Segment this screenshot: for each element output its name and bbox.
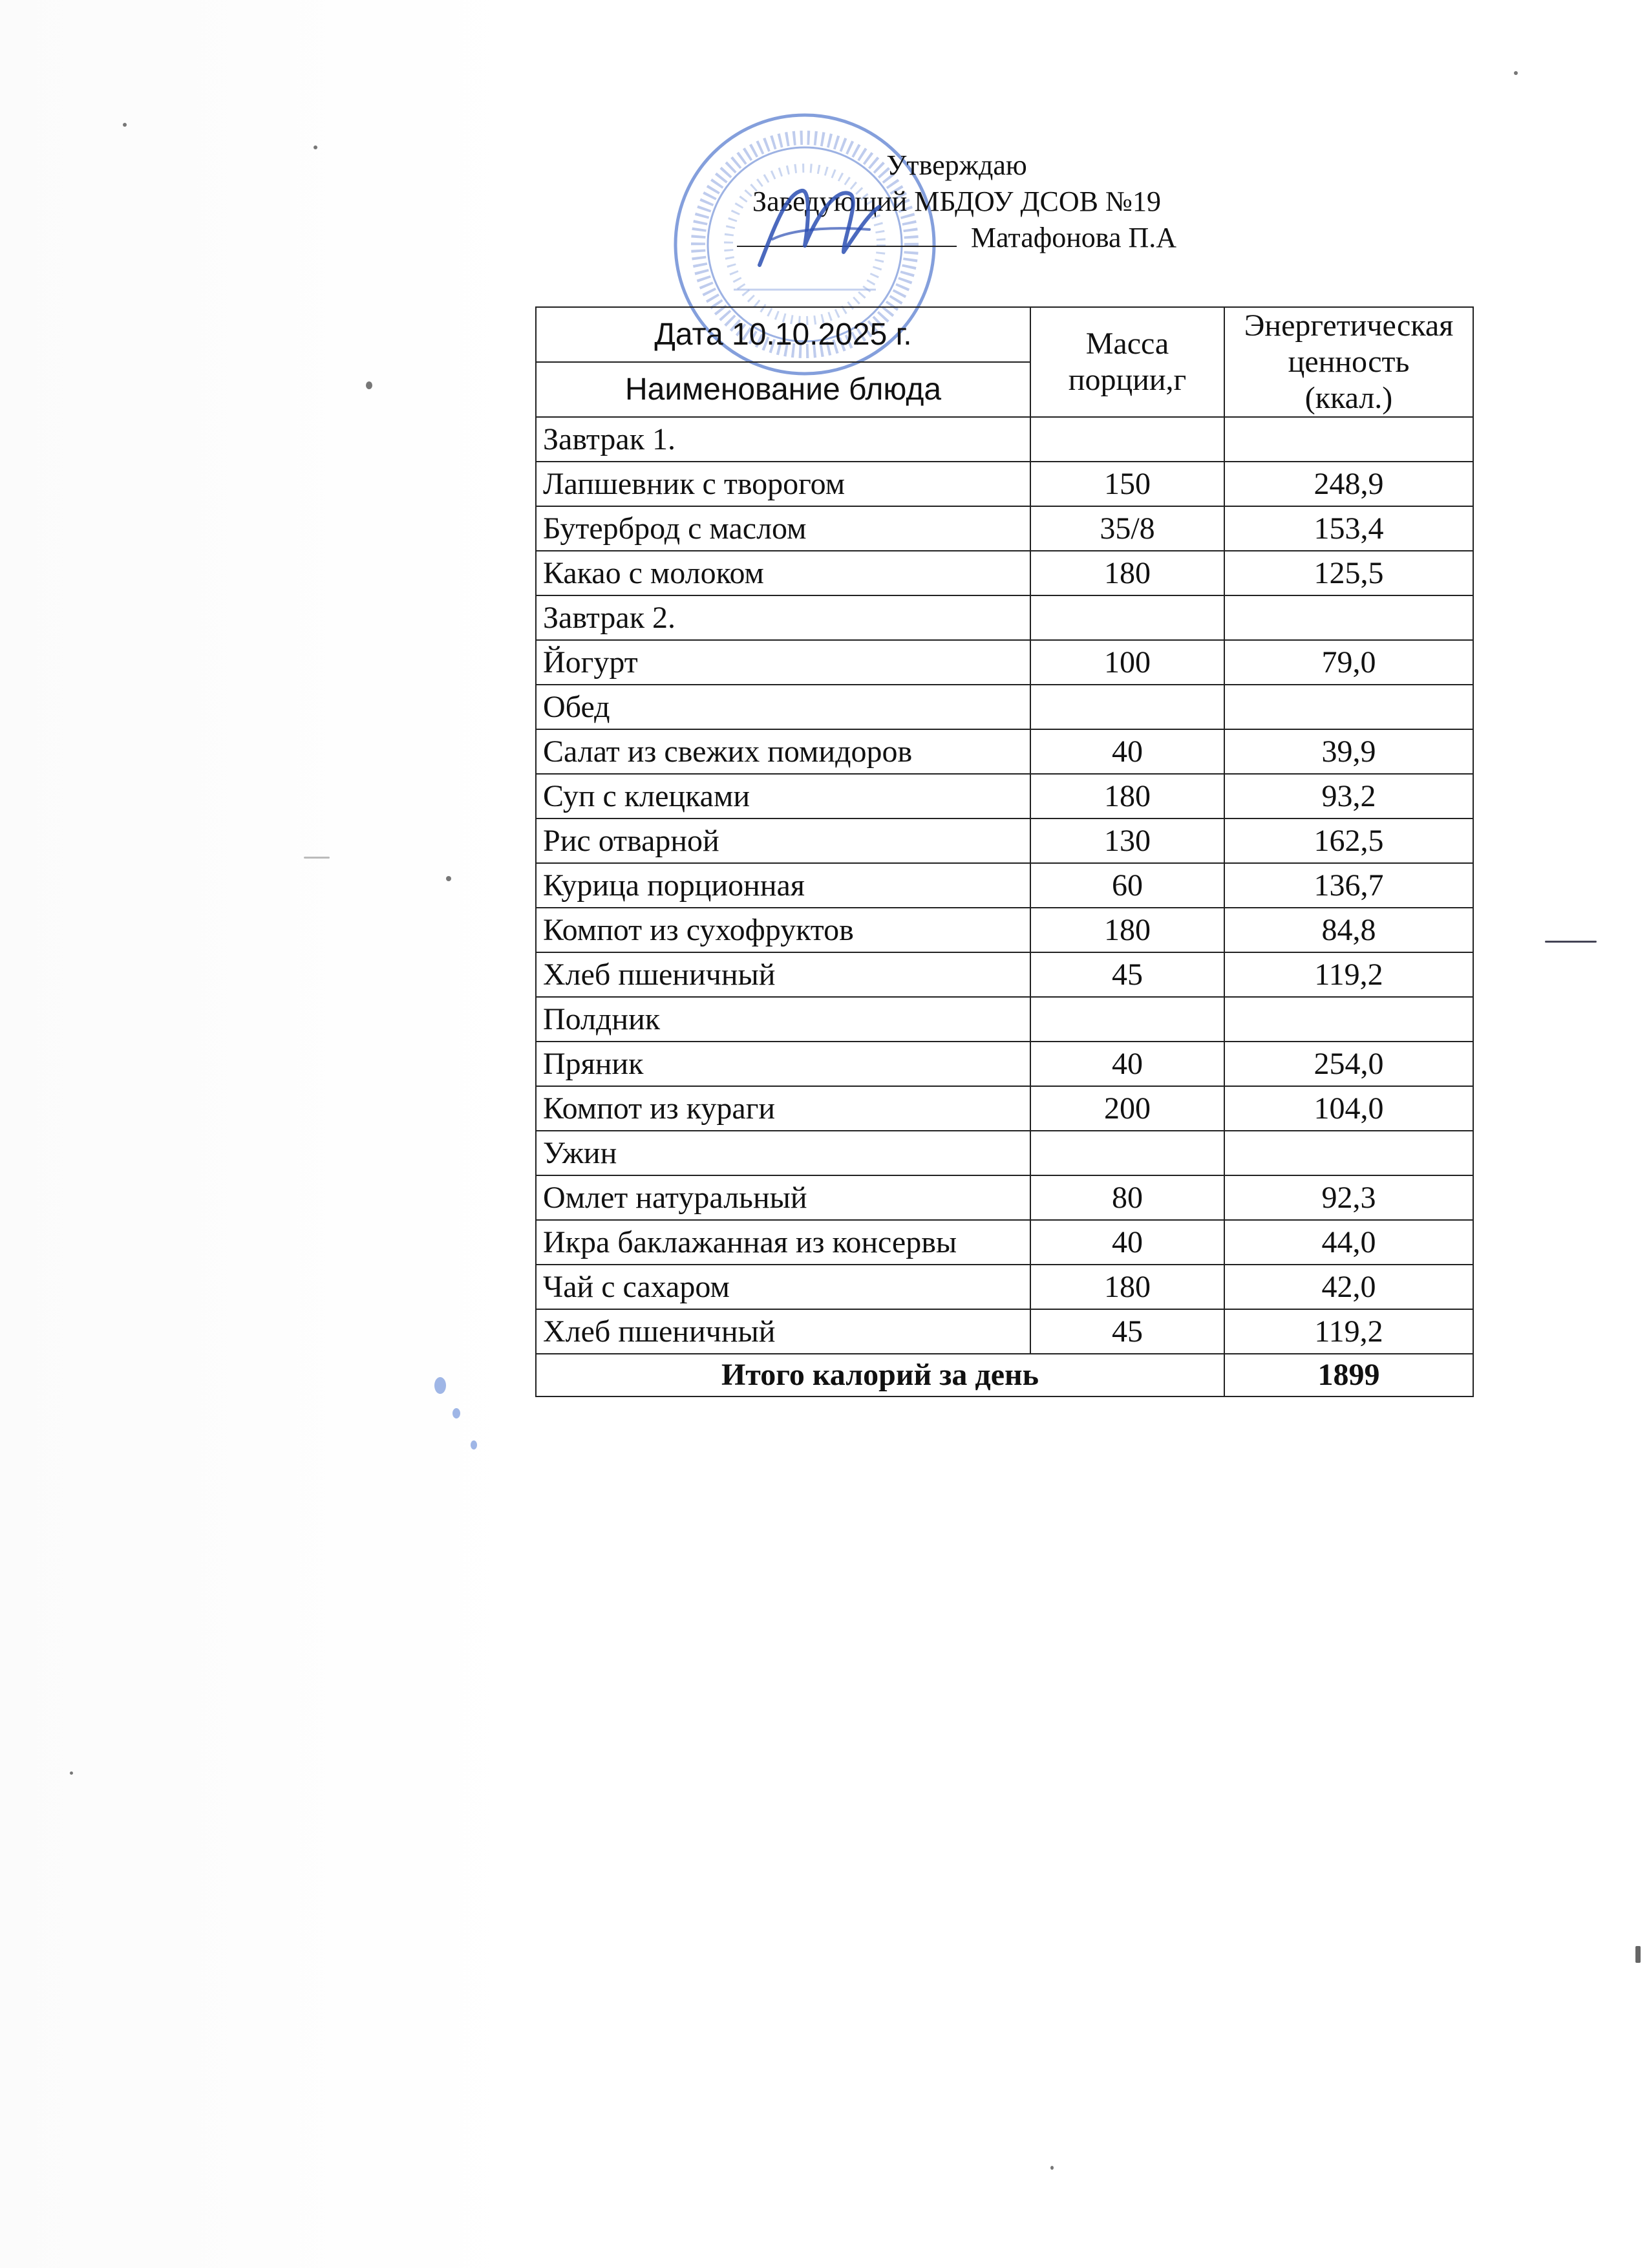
meal-section-row (536, 685, 1473, 729)
scan-speck (471, 1440, 477, 1450)
dish-row (536, 640, 1473, 685)
header-energy-line2: ценность (1288, 345, 1410, 379)
dish-mass: 60 (1030, 863, 1224, 908)
scan-speck (1545, 941, 1597, 943)
scan-speck (70, 1771, 73, 1775)
dish-mass: 180 (1030, 551, 1224, 595)
dish-name: Компот из кураги (536, 1086, 1030, 1131)
dish-energy: 104,0 (1224, 1086, 1473, 1131)
meal-section-name: Полдник (536, 997, 1030, 1042)
approval-position: Заведующий МБДОУ ДСОВ №19 (752, 186, 1161, 217)
dish-energy (1224, 417, 1473, 462)
dish-mass: 80 (1030, 1175, 1224, 1220)
dish-row (536, 1265, 1473, 1309)
dish-name: Курица порционная (536, 863, 1030, 908)
dish-mass (1030, 997, 1224, 1042)
dish-energy: 42,0 (1224, 1265, 1473, 1309)
menu-body (536, 417, 1473, 1354)
meal-section-name: Ужин (536, 1131, 1030, 1175)
handwritten-signature (747, 168, 889, 284)
approval-title: Утверждаю (886, 149, 1027, 181)
meal-section-row (536, 997, 1473, 1042)
dish-row (536, 551, 1473, 595)
dish-mass: 150 (1030, 462, 1224, 506)
dish-name: Суп с клецками (536, 774, 1030, 818)
dish-energy: 39,9 (1224, 729, 1473, 774)
dish-name: Какао с молоком (536, 551, 1030, 595)
dish-energy: 162,5 (1224, 818, 1473, 863)
dish-energy: 153,4 (1224, 506, 1473, 551)
meal-section-name: Завтрак 1. (536, 417, 1030, 462)
dish-row (536, 952, 1473, 997)
dish-energy: 92,3 (1224, 1175, 1473, 1220)
dish-row (536, 1175, 1473, 1220)
dish-mass: 100 (1030, 640, 1224, 685)
dish-row (536, 1042, 1473, 1086)
dish-energy: 84,8 (1224, 908, 1473, 952)
dish-mass: 40 (1030, 1042, 1224, 1086)
dish-name: Салат из свежих помидоров (536, 729, 1030, 774)
scan-speck (446, 876, 451, 881)
dish-energy (1224, 685, 1473, 729)
scan-speck (1635, 1946, 1641, 1963)
header-energy-line1: Энергетическая (1244, 308, 1454, 343)
dish-row (536, 1220, 1473, 1265)
header-mass: Масса порции,г (1030, 307, 1224, 417)
dish-name: Рис отварной (536, 818, 1030, 863)
meal-section-name: Обед (536, 685, 1030, 729)
dish-energy (1224, 1131, 1473, 1175)
dish-mass (1030, 417, 1224, 462)
dish-mass: 180 (1030, 908, 1224, 952)
meal-section-row (536, 595, 1473, 640)
dish-name: Чай с сахаром (536, 1265, 1030, 1309)
dish-row (536, 1309, 1473, 1354)
header-dish-name: Наименование блюда (536, 362, 1030, 417)
dish-mass: 130 (1030, 818, 1224, 863)
signatory-name: Матафонова П.А (970, 222, 1177, 253)
dish-mass: 40 (1030, 1220, 1224, 1265)
dish-mass (1030, 685, 1224, 729)
dish-mass: 35/8 (1030, 506, 1224, 551)
dish-mass (1030, 1131, 1224, 1175)
dish-energy: 254,0 (1224, 1042, 1473, 1086)
scan-speck (314, 145, 317, 149)
header-date: Дата 10.10.2025 г. (536, 307, 1030, 362)
dish-row (536, 774, 1473, 818)
header-energy-line3: (ккал.) (1304, 381, 1393, 415)
menu-table (535, 306, 1474, 1397)
meal-section-row (536, 417, 1473, 462)
dish-name: Пряник (536, 1042, 1030, 1086)
scan-speck (1050, 2166, 1054, 2170)
scan-speck (304, 857, 330, 859)
dish-mass: 40 (1030, 729, 1224, 774)
dish-energy: 44,0 (1224, 1220, 1473, 1265)
dish-row (536, 1086, 1473, 1131)
dish-energy: 125,5 (1224, 551, 1473, 595)
meal-section-name: Завтрак 2. (536, 595, 1030, 640)
scan-speck (452, 1408, 460, 1418)
dish-row (536, 506, 1473, 551)
dish-row (536, 863, 1473, 908)
dish-mass: 45 (1030, 952, 1224, 997)
scan-speck (1514, 71, 1518, 75)
dish-energy (1224, 595, 1473, 640)
dish-mass: 180 (1030, 1265, 1224, 1309)
dish-energy: 119,2 (1224, 952, 1473, 997)
dish-name: Хлеб пшеничный (536, 952, 1030, 997)
total-label: Итого калорий за день (536, 1354, 1224, 1396)
header-energy (1224, 307, 1473, 417)
dish-energy: 248,9 (1224, 462, 1473, 506)
dish-row (536, 908, 1473, 952)
dish-energy: 93,2 (1224, 774, 1473, 818)
dish-name: Йогурт (536, 640, 1030, 685)
dish-mass: 200 (1030, 1086, 1224, 1131)
dish-energy: 136,7 (1224, 863, 1473, 908)
dish-mass: 180 (1030, 774, 1224, 818)
dish-mass: 45 (1030, 1309, 1224, 1354)
dish-row (536, 462, 1473, 506)
dish-energy (1224, 997, 1473, 1042)
dish-name: Бутерброд с маслом (536, 506, 1030, 551)
scan-speck (366, 381, 372, 389)
dish-name: Икра баклажанная из консервы (536, 1220, 1030, 1265)
dish-row (536, 729, 1473, 774)
dish-row (536, 818, 1473, 863)
dish-energy: 79,0 (1224, 640, 1473, 685)
scan-speck (123, 123, 127, 127)
scan-background (0, 0, 524, 2268)
total-row (536, 1354, 1473, 1396)
dish-mass (1030, 595, 1224, 640)
dish-name: Хлеб пшеничный (536, 1309, 1030, 1354)
dish-name: Омлет натуральный (536, 1175, 1030, 1220)
meal-section-row (536, 1131, 1473, 1175)
dish-name: Компот из сухофруктов (536, 908, 1030, 952)
dish-energy: 119,2 (1224, 1309, 1473, 1354)
dish-name: Лапшевник с творогом (536, 462, 1030, 506)
scan-speck (434, 1377, 446, 1394)
total-value: 1899 (1224, 1354, 1473, 1396)
